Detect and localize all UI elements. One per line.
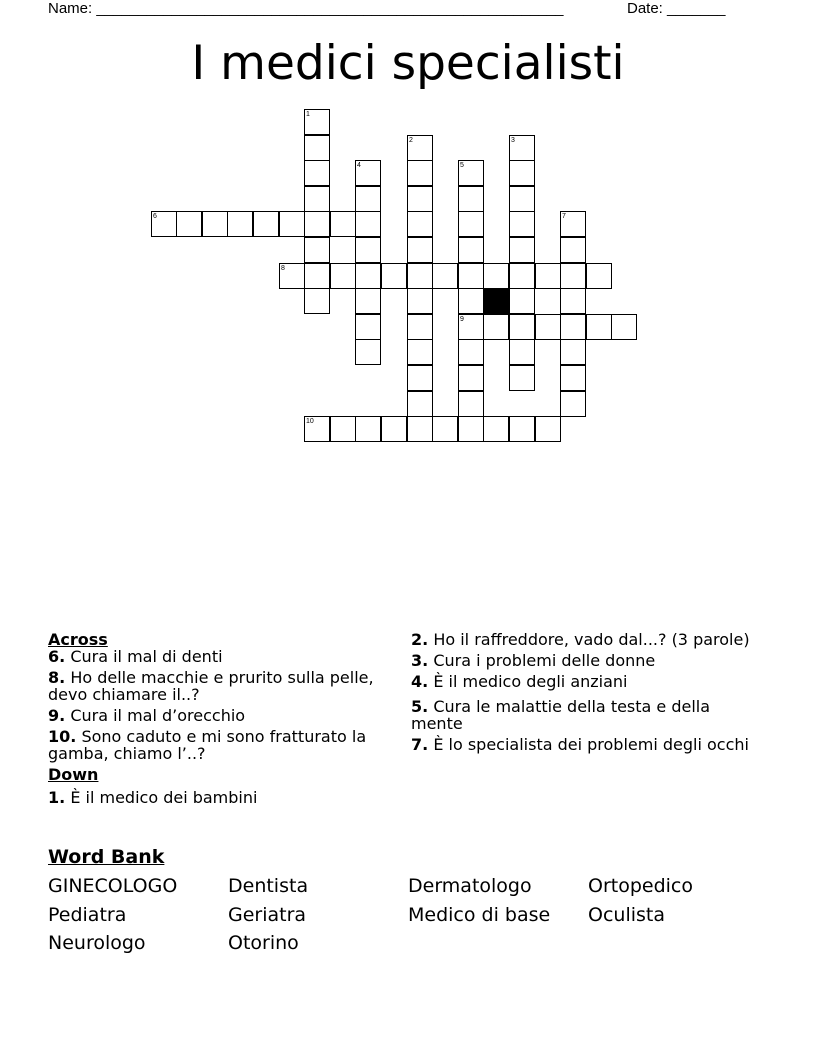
grid-cell[interactable] [560,365,586,391]
grid-cell[interactable] [279,211,305,237]
clue-number: 10. [48,727,77,746]
grid-cell[interactable] [586,314,612,340]
grid-cell[interactable] [509,135,535,161]
clue-down-4 [411,673,761,690]
word-bank-item: Dermatologo [408,875,532,897]
clue-down-7 [411,736,761,753]
word-bank-item: Medico di base [408,904,551,926]
grid-cell[interactable] [611,314,637,340]
grid-cell[interactable] [304,263,330,289]
grid-cell[interactable] [535,416,561,442]
clue-text: Ho il raffreddore, vado dal...? (3 parole) [433,630,750,649]
clue-down-5 [411,698,761,732]
grid-cell[interactable] [432,416,458,442]
grid-cell[interactable] [355,237,381,263]
word-bank-item: GINECOLOGO [48,875,178,897]
clue-number: 7. [411,735,429,754]
grid-cell[interactable] [355,288,381,314]
grid-cell[interactable] [483,416,509,442]
grid-cell[interactable] [253,211,279,237]
clues-right-column [411,631,761,757]
grid-cell[interactable] [483,314,509,340]
grid-cell[interactable] [407,211,433,237]
clue-across-9 [48,707,388,724]
grid-cell[interactable] [560,263,586,289]
word-bank-item: Pediatra [48,904,127,926]
clue-number: 8. [48,668,66,687]
grid-cell[interactable] [509,263,535,289]
grid-cell[interactable] [586,263,612,289]
clue-number: 9. [48,706,66,725]
word-bank-item: Neurologo [48,932,146,954]
grid-cell[interactable] [407,263,433,289]
grid-cell-number: 9 [460,316,464,323]
grid-cell[interactable] [355,339,381,365]
clue-text: È il medico dei bambini [70,788,258,807]
grid-cell[interactable] [355,186,381,212]
grid-cell[interactable] [560,339,586,365]
grid-cell[interactable] [458,237,484,263]
clue-number: 4. [411,672,429,691]
name-field-label: Name: ________________________________________________________ [48,0,564,17]
clue-text: Cura il mal d’orecchio [70,706,246,725]
grid-cell[interactable] [458,314,484,340]
clue-text: Cura il mal di denti [70,647,223,666]
grid-cell[interactable] [151,211,177,237]
grid-cell-number: 7 [562,213,566,220]
grid-cell[interactable] [407,314,433,340]
grid-cell[interactable] [458,365,484,391]
clue-down-3 [411,652,761,669]
clue-text: Ho delle macchie e prurito sulla pelle, devo chiamare il..? [48,668,374,704]
grid-cell[interactable] [227,211,253,237]
clue-text: Cura i problemi delle donne [433,651,656,670]
word-bank-item: Dentista [228,875,309,897]
grid-cell[interactable] [381,416,407,442]
grid-cell[interactable] [407,416,433,442]
clue-text: È lo specialista dei problemi degli occhi [433,735,749,754]
grid-cell[interactable] [509,288,535,314]
grid-cell[interactable] [355,314,381,340]
grid-cell[interactable] [458,339,484,365]
grid-cell[interactable] [483,263,509,289]
grid-cell[interactable] [304,109,330,135]
grid-cell[interactable] [330,263,356,289]
clues-left-column [48,631,388,810]
grid-cell[interactable] [176,211,202,237]
grid-cell[interactable] [330,416,356,442]
date-field-label: Date: _______ [627,0,726,17]
grid-cell[interactable] [535,314,561,340]
grid-cell[interactable] [304,288,330,314]
grid-cell[interactable] [407,160,433,186]
grid-cell[interactable] [407,391,433,417]
clue-across-6 [48,648,388,665]
clue-down-2 [411,631,761,648]
grid-cell[interactable] [458,211,484,237]
grid-cell[interactable] [381,263,407,289]
grid-cell-black [483,288,509,314]
grid-cell[interactable] [509,416,535,442]
across-heading: Across [48,630,108,649]
page-title: I medici specialisti [191,36,625,91]
grid-cell[interactable] [560,237,586,263]
grid-cell-number: 1 [306,111,310,118]
crossword-grid [0,0,816,460]
grid-cell[interactable] [202,211,228,237]
grid-cell[interactable] [304,186,330,212]
grid-cell[interactable] [560,288,586,314]
clue-down-1 [48,789,388,806]
clue-number: 3. [411,651,429,670]
grid-cell[interactable] [330,211,356,237]
word-bank-item: Oculista [588,904,665,926]
grid-cell-number: 4 [357,162,361,169]
grid-cell[interactable] [279,263,305,289]
grid-cell[interactable] [407,339,433,365]
clue-across-10 [48,728,388,762]
grid-cell[interactable] [407,237,433,263]
clue-number: 2. [411,630,429,649]
grid-cell[interactable] [304,160,330,186]
grid-cell[interactable] [304,135,330,161]
grid-cell[interactable] [355,416,381,442]
grid-cell[interactable] [458,391,484,417]
grid-cell[interactable] [407,186,433,212]
grid-cell[interactable] [458,263,484,289]
grid-cell[interactable] [407,288,433,314]
grid-cell[interactable] [560,211,586,237]
grid-cell[interactable] [509,211,535,237]
clue-number: 1. [48,788,66,807]
grid-cell[interactable] [509,365,535,391]
grid-cell[interactable] [458,288,484,314]
grid-cell-number: 10 [306,418,314,425]
grid-cell-number: 3 [511,137,515,144]
grid-cell[interactable] [560,314,586,340]
grid-cell[interactable] [304,416,330,442]
word-bank-item: Otorino [228,932,299,954]
word-bank-item: Geriatra [228,904,307,926]
grid-cell[interactable] [458,186,484,212]
grid-cell[interactable] [304,237,330,263]
grid-cell[interactable] [304,211,330,237]
grid-cell[interactable] [509,314,535,340]
grid-cell[interactable] [535,263,561,289]
clue-text: Cura le malattie della testa e della mente [411,697,711,733]
grid-cell[interactable] [509,237,535,263]
clue-number: 5. [411,697,429,716]
grid-cell-number: 8 [281,265,285,272]
grid-cell-number: 2 [409,137,413,144]
grid-cell[interactable] [355,211,381,237]
down-heading: Down [48,765,99,784]
grid-cell-number: 5 [460,162,464,169]
grid-cell-number: 6 [153,213,157,220]
clue-across-8 [48,669,388,703]
clue-text: Sono caduto e mi sono fratturato la gamba, chiamo l’..? [48,727,367,763]
grid-cell[interactable] [355,263,381,289]
grid-cell[interactable] [458,160,484,186]
word-bank-heading: Word Bank [48,846,165,868]
grid-cell[interactable] [509,339,535,365]
clue-text: È il medico degli anziani [433,672,628,691]
grid-cell[interactable] [458,416,484,442]
clue-number: 6. [48,647,66,666]
grid-cell[interactable] [432,263,458,289]
word-bank-item: Ortopedico [588,875,694,897]
grid-cell[interactable] [509,160,535,186]
grid-cell[interactable] [509,186,535,212]
grid-cell[interactable] [560,391,586,417]
grid-cell[interactable] [355,160,381,186]
grid-cell[interactable] [407,135,433,161]
grid-cell[interactable] [407,365,433,391]
